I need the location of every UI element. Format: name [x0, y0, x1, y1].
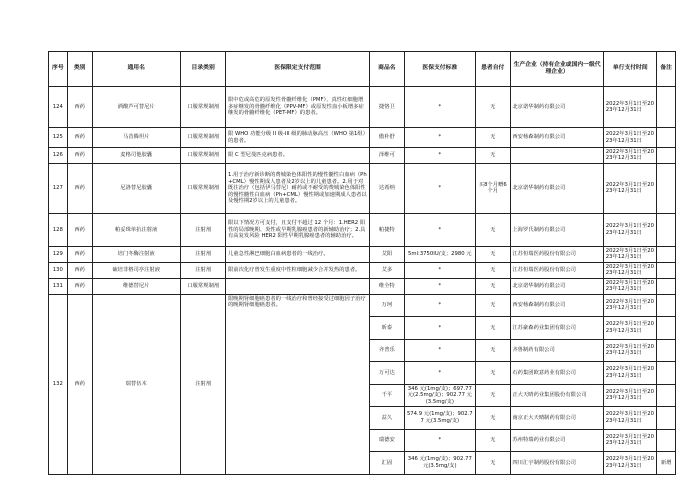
cell-std: *	[405, 362, 476, 385]
cell-std: *	[405, 128, 476, 148]
cell-type: 口服常规制剂	[180, 163, 226, 213]
cell-mfr: 江苏恒瑞医药股份有限公司	[510, 262, 603, 278]
column-header: 生产企业（持有企业或国内一级代理企业）	[510, 52, 603, 87]
table-row	[49, 213, 676, 246]
cell-std: *	[405, 213, 476, 246]
cell-std: *	[405, 262, 476, 278]
cell-pay: 无	[475, 128, 510, 148]
cell-no: 131	[49, 278, 68, 294]
cell-note	[657, 262, 676, 278]
cell-name: 瑞替伍木	[92, 294, 180, 474]
cell-name: 麦格司他胶囊	[92, 148, 180, 164]
cell-scope: 限 WHO 功能分级 II 级-III 级的肺动脉高压（WHO 第1组）的患者。	[226, 128, 369, 148]
cell-pay: 无	[475, 317, 510, 340]
cell-std: *	[405, 429, 476, 452]
cell-pay: 无	[475, 339, 510, 362]
cell-mfr: 江苏豪森药业集团有限公司	[510, 317, 603, 340]
cell-note: 新增	[657, 452, 676, 475]
cell-scope: 儿童急性淋巴细胞白血病患者的一线治疗。	[226, 246, 369, 262]
table-row	[49, 262, 676, 278]
cell-type: 口服常规制剂	[180, 87, 226, 128]
table-row	[49, 163, 676, 213]
cell-scope: 限以下情况方可支付，且支付不超过 12 个月：1.HER2 阳性的局部晚期、炎性或早期乳腺癌患者的新辅助治疗；2.具有高复发风险 HER2 阳性早期乳腺癌患者的辅助治疗。	[226, 213, 369, 246]
cell-date: 2022年3月1日至2023年12月31日	[604, 317, 657, 340]
cell-cat: 西药	[67, 163, 92, 213]
cell-no: 128	[49, 213, 68, 246]
column-header: 医保支付标准	[405, 52, 476, 87]
cell-scope	[226, 278, 369, 294]
cell-brand: 万可达	[369, 362, 404, 385]
cell-mfr: 四川汇宇制药股份有限公司	[510, 452, 603, 475]
cell-std: 5ml:3750IU/支；2980 元	[405, 246, 476, 262]
table-row	[49, 128, 676, 148]
cell-date: 2022年3月1日至2023年12月31日	[604, 294, 657, 317]
cell-std: 574.9 元(1mg/支)；902.77 元(3.5mg/支)	[405, 407, 476, 430]
cell-date: 2022年3月1日至2023年12月31日	[604, 452, 657, 475]
cell-type: 口服常规制剂	[180, 128, 226, 148]
column-header: 通用名	[92, 52, 180, 87]
cell-std: *	[405, 317, 476, 340]
cell-type: 注射剂	[180, 246, 226, 262]
cell-note	[657, 317, 676, 340]
cell-mfr: 江苏恒瑞医药股份有限公司	[510, 246, 603, 262]
cell-date: 2022年3月1日至2023年12月31日	[604, 213, 657, 246]
cell-pay: 无	[475, 294, 510, 317]
cell-scope: 限 C 型尼曼匹克病患者。	[226, 148, 369, 164]
cell-note	[657, 407, 676, 430]
cell-std: *	[405, 148, 476, 164]
column-header: 商品名	[369, 52, 404, 87]
cell-std: *	[405, 278, 476, 294]
cell-no: 130	[49, 262, 68, 278]
cell-std: *	[405, 87, 476, 128]
cell-type: 口服常规制剂	[180, 278, 226, 294]
cell-brand: 汇固	[369, 452, 404, 475]
cell-name: 培门冬酶注射液	[92, 246, 180, 262]
cell-cat: 西药	[67, 294, 92, 474]
cell-note	[657, 128, 676, 148]
cell-date: 2022年3月1日至2023年12月31日	[604, 87, 657, 128]
cell-brand: 齐普乐	[369, 339, 404, 362]
cell-scope: 限中危或高危的原发性骨髓纤维化（PMF）、真性红细胞增多症继发的骨髓纤维化（PPV-MF）或原发性血小板增多症继发的骨髓纤维化（PET-MF）的患者。	[226, 87, 369, 128]
cell-brand: 千平	[369, 384, 404, 407]
column-header: 类别	[67, 52, 92, 87]
cell-pay: 无	[475, 246, 510, 262]
cell-type: 口服常规制剂	[180, 148, 226, 164]
cell-cat: 西药	[67, 213, 92, 246]
cell-brand: 傲朴舒	[369, 128, 404, 148]
cell-no: 129	[49, 246, 68, 262]
cell-name: 帕妥珠单抗注射液	[92, 213, 180, 246]
cell-brand: 瑞德安	[369, 429, 404, 452]
cell-date: 2022年3月1日至2023年12月31日	[604, 384, 657, 407]
cell-mfr: 苏州特瑞药业有限公司	[510, 429, 603, 452]
cell-date: 2022年3月1日至2023年12月31日	[604, 362, 657, 385]
cell-std: 346 元(1mg/支)；697.77 元(2.5mg/支)；902.77 元(3.5mg/支)	[405, 384, 476, 407]
column-header: 备注	[657, 52, 676, 87]
cell-note	[657, 148, 676, 164]
cell-brand: 维全特	[369, 278, 404, 294]
cell-no: 132	[49, 294, 68, 474]
cell-note	[657, 246, 676, 262]
cell-type: 注射剂	[180, 262, 226, 278]
cell-mfr: 西安杨森制药有限公司	[510, 294, 603, 317]
cell-cat: 西药	[67, 148, 92, 164]
cell-date: 2022年3月1日至2023年12月31日	[604, 407, 657, 430]
cell-date: 2022年3月1日至2023年12月31日	[604, 246, 657, 262]
cell-std: *	[405, 163, 476, 213]
cell-date: 2022年3月1日至2023年12月31日	[604, 262, 657, 278]
cell-std: *	[405, 339, 476, 362]
cell-note	[657, 213, 676, 246]
cell-note	[657, 294, 676, 317]
table-row	[49, 87, 676, 128]
cell-brand: 昕泰	[369, 317, 404, 340]
table-row	[49, 246, 676, 262]
cell-note	[657, 429, 676, 452]
cell-pay: 无	[475, 87, 510, 128]
cell-brand: 艾阳	[369, 246, 404, 262]
column-header: 目录类别	[180, 52, 226, 87]
cell-note	[657, 163, 676, 213]
cell-no: 127	[49, 163, 68, 213]
cell-note	[657, 278, 676, 294]
cell-date: 2022年3月1日至2023年12月31日	[604, 339, 657, 362]
cell-note	[657, 339, 676, 362]
cell-pay: 无	[475, 362, 510, 385]
cell-note	[657, 362, 676, 385]
cell-mfr	[510, 148, 603, 164]
cell-note	[657, 87, 676, 128]
cell-mfr: 齐鲁制药有限公司	[510, 339, 603, 362]
cell-brand: 益久	[369, 407, 404, 430]
header-row	[49, 52, 676, 87]
cell-mfr: 上海罗氏制药有限公司	[510, 213, 603, 246]
cell-date: 2022年3月1日至2023年12月31日	[604, 278, 657, 294]
cell-mfr: 北京诺华制药有限公司	[510, 87, 603, 128]
cell-pay: 无	[475, 213, 510, 246]
cell-no: 125	[49, 128, 68, 148]
table-row	[49, 278, 676, 294]
cell-name: 维德替尼片	[92, 278, 180, 294]
cell-brand: 捷恪卫	[369, 87, 404, 128]
cell-scope: 限晚期肾细胞癌患者的一线治疗和曾经接受过细胞因子治疗的晚期肾细胞癌患者。	[226, 294, 369, 474]
cell-cat: 西药	[67, 128, 92, 148]
cell-std: 346 元(1mg/支)；902.77 元(3.5mg/支)	[405, 452, 476, 475]
table-row	[49, 294, 676, 317]
cell-date: 2022年3月1日至2023年12月31日	[604, 148, 657, 164]
cell-cat: 西药	[67, 87, 92, 128]
cell-mfr: 南京正大天晴制药有限公司	[510, 407, 603, 430]
cell-date: 2022年3月1日至2023年12月31日	[604, 128, 657, 148]
cell-pay: 买8个月赠6个月	[475, 163, 510, 213]
cell-mfr: 北京诺华制药有限公司	[510, 163, 603, 213]
column-header: 单行支付时间	[604, 52, 657, 87]
column-header: 医保限定支付范围	[226, 52, 369, 87]
cell-name: 尼洛替尼胶囊	[92, 163, 180, 213]
cell-name: 马昔腾坦片	[92, 128, 180, 148]
cell-pay: 无	[475, 148, 510, 164]
cell-name: 酒酸芦可替尼片	[92, 87, 180, 128]
cell-mfr: 石药集团欧意药业有限公司	[510, 362, 603, 385]
cell-brand: 泽维可	[369, 148, 404, 164]
cell-mfr: 北京诺华制药有限公司	[510, 278, 603, 294]
cell-brand: 达希纳	[369, 163, 404, 213]
column-header: 序号	[49, 52, 68, 87]
cell-cat: 西药	[67, 246, 92, 262]
cell-pay: 无	[475, 262, 510, 278]
drug-catalog-table	[48, 51, 676, 475]
cell-std: *	[405, 294, 476, 317]
table-row	[49, 148, 676, 164]
cell-no: 126	[49, 148, 68, 164]
cell-pay: 无	[475, 452, 510, 475]
column-header: 患者自付	[475, 52, 510, 87]
cell-brand: 万珂	[369, 294, 404, 317]
cell-note	[657, 384, 676, 407]
cell-type: 注射剂	[180, 213, 226, 246]
cell-date: 2022年3月1日至2023年12月31日	[604, 429, 657, 452]
cell-cat: 西药	[67, 262, 92, 278]
cell-name: 硫培非格司亭注射液	[92, 262, 180, 278]
cell-cat: 西药	[67, 278, 92, 294]
cell-mfr: 西安杨森制药有限公司	[510, 128, 603, 148]
cell-date: 2022年3月1日至2023年12月31日	[604, 163, 657, 213]
cell-no: 124	[49, 87, 68, 128]
cell-type: 注射剂	[180, 294, 226, 474]
cell-scope: 1.用于治疗新诊断的费城染色体阳性的慢性髓性白血病（Ph+CML）慢性期成人患者及2岁以上的儿童患者。2.用于对既往治疗（包括伊马替尼）耐药或不耐受的费城染色体阳性的慢性髓性白血病（Ph+CML）慢性期或加速期成人患者以及慢性期2岁以上的儿童患者。	[226, 163, 369, 213]
cell-scope: 限前次化疗曾发生重度中性粒细胞减少合并发热的患者。	[226, 262, 369, 278]
cell-pay: 无	[475, 278, 510, 294]
cell-pay: 无	[475, 429, 510, 452]
cell-brand: 帕捷特	[369, 213, 404, 246]
cell-pay: 无	[475, 407, 510, 430]
cell-pay: 无	[475, 384, 510, 407]
cell-mfr: 正大天晴药业集团股份有限公司	[510, 384, 603, 407]
cell-brand: 艾多	[369, 262, 404, 278]
